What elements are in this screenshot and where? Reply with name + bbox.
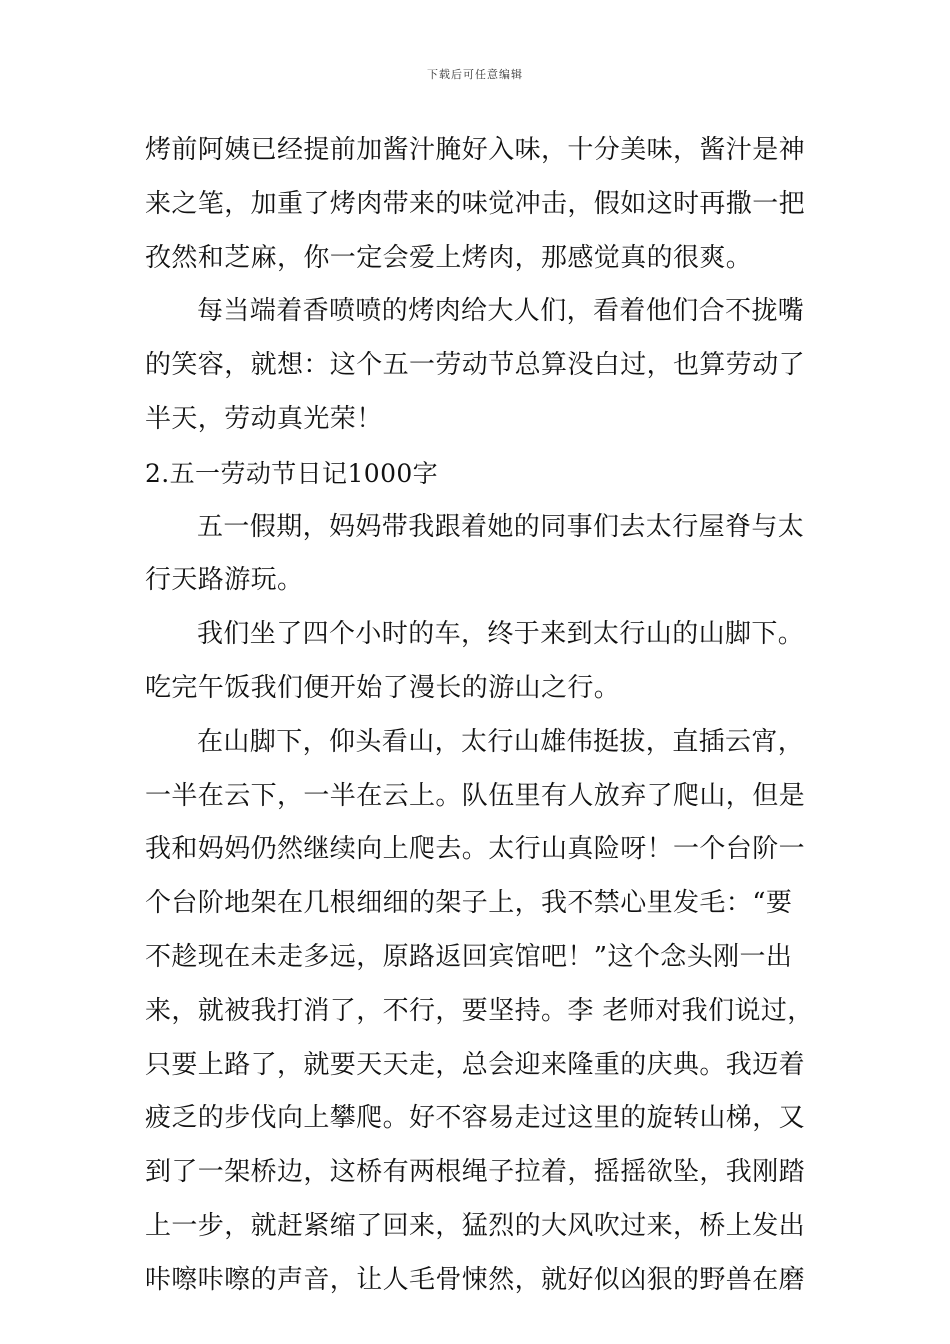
document-body — [145, 124, 814, 1308]
text-line: 每当端着香喷喷的烤肉给大人们，看着他们合不拢嘴 — [197, 296, 805, 327]
text-line: 上一步，就赶紧缩了回来，猛烈的大风吹过来，桥上发出 — [145, 1210, 806, 1241]
text-line: 我和妈妈仍然继续向上爬去。太行山真险呀！一个台阶一 — [145, 834, 806, 865]
text-line: 孜然和芝麻，你一定会爱上烤肉，那感觉真的很爽。 — [145, 242, 753, 273]
text-line: 疲乏的步伐向上攀爬。好不容易走过这里的旋转山梯，又 — [145, 1103, 806, 1134]
text-line: 半天，劳动真光荣！ — [145, 403, 383, 434]
section-heading: 2.五一劳动节日记1000字 — [145, 458, 439, 488]
text-line: 五一假期，妈妈带我跟着她的同事们去太行屋脊与太 — [197, 511, 805, 542]
text-line: 吃完午饭我们便开始了漫长的游山之行。 — [145, 672, 621, 703]
text-line: 咔嚓咔嚓的声音，让人毛骨悚然，就好似凶狠的野兽在磨 — [145, 1264, 806, 1295]
text-line: 到了一架桥边，这桥有两根绳子拉着，摇摇欲坠，我刚踏 — [145, 1157, 806, 1188]
text-line: 来之笔，加重了烤肉带来的味觉冲击，假如这时再撒一把 — [145, 188, 806, 219]
text-line: 不趁现在未走多远，原路返回宾馆吧！”这个念头刚一出 — [145, 941, 793, 972]
text-line: 个台阶地架在几根细细的架子上，我不禁心里发毛：“要 — [145, 888, 793, 919]
text-line: 烤前阿姨已经提前加酱汁腌好入味，十分美味，酱汁是神 — [145, 135, 806, 165]
text-line: 一半在云下，一半在云上。队伍里有人放弃了爬山，但是 — [145, 780, 806, 811]
text-line: 来，就被我打消了，不行，要坚持。李 老师对我们说过， — [145, 995, 814, 1026]
text-line: 行天路游玩。 — [145, 565, 304, 596]
text-line: 在山脚下，仰头看山，太行山雄伟挺拔，直插云宵， — [197, 726, 805, 757]
text-line: 只要上路了，就要天天走，总会迎来隆重的庆典。我迈着 — [145, 1049, 806, 1080]
text-line: 我们坐了四个小时的车，终于来到太行山的山脚下。 — [197, 619, 805, 650]
page-header: 下载后可任意编辑 — [427, 68, 523, 81]
text-line: 的笑容，就想：这个五一劳动节总算没白过，也算劳动了 — [145, 350, 806, 381]
